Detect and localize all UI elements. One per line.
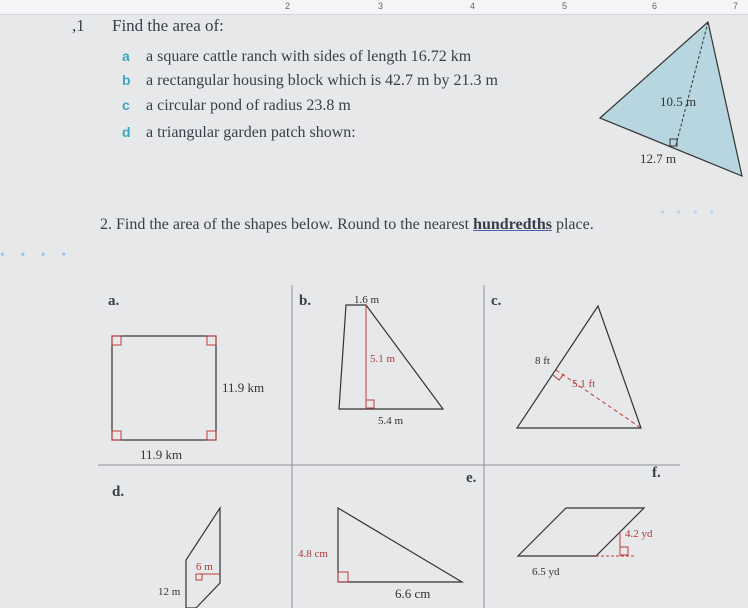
shape-a-label: a. bbox=[108, 293, 120, 309]
shape-c-triangle bbox=[517, 306, 641, 428]
shape-e-label: e. bbox=[466, 470, 477, 486]
shape-c-side: 8 ft bbox=[535, 355, 550, 367]
shape-d-base: 12 m bbox=[158, 586, 181, 598]
item-text: a rectangular housing block which is 42.7 m by 21.3 m bbox=[146, 72, 498, 89]
item-letter: b bbox=[122, 72, 131, 88]
question-2-text bbox=[100, 216, 594, 234]
shape-b-top: 1.6 m bbox=[354, 294, 380, 306]
question-1-title: Find the area of: bbox=[112, 16, 224, 35]
decorative-dots: • • • • bbox=[660, 206, 719, 221]
shape-a-side-bottom: 11.9 km bbox=[140, 447, 183, 462]
q1-triangle-height-label: 10.5 m bbox=[660, 94, 697, 109]
shape-f-label: f. bbox=[652, 465, 661, 481]
shape-b-bottom: 5.4 m bbox=[378, 415, 404, 427]
shape-b-height: 5.1 m bbox=[370, 353, 396, 365]
shape-d-label: d. bbox=[112, 484, 125, 500]
shape-f-height: 4.2 yd bbox=[625, 528, 653, 540]
q2-text-before: 2. Find the area of the shapes below. Round to the nearest bbox=[100, 216, 474, 233]
ruler-mark: 7 bbox=[733, 1, 739, 11]
ruler-mark: 6 bbox=[652, 1, 658, 11]
shape-e-triangle bbox=[338, 508, 462, 582]
ruler-mark: 4 bbox=[470, 1, 476, 11]
q2-emphasis: hundredths bbox=[473, 216, 552, 233]
shape-d-parallelogram bbox=[186, 508, 220, 608]
shape-c-label: c. bbox=[491, 293, 502, 309]
shape-f-base: 6.5 yd bbox=[532, 566, 560, 578]
ruler-mark: 3 bbox=[378, 1, 384, 11]
item-letter: a bbox=[122, 48, 130, 64]
shape-a-square bbox=[112, 336, 216, 440]
item-letter: c bbox=[122, 97, 130, 113]
item-text: a square cattle ranch with sides of length 16.72 km bbox=[146, 48, 472, 65]
shape-a-side-right: 11.9 km bbox=[222, 380, 265, 395]
shape-e-height: 4.8 cm bbox=[298, 548, 328, 560]
shape-b-label: b. bbox=[299, 293, 312, 309]
ruler-mark: 2 bbox=[285, 1, 291, 11]
shape-d-height: 6 m bbox=[196, 561, 213, 573]
item-letter: d bbox=[122, 124, 131, 140]
shape-e-base: 6.6 cm bbox=[395, 586, 431, 601]
item-text: a circular pond of radius 23.8 m bbox=[146, 97, 351, 114]
question-1-number: ,1 bbox=[72, 16, 85, 35]
shape-c-height: 5.1 ft bbox=[572, 378, 596, 390]
q1-triangle-base-label: 12.7 m bbox=[640, 151, 677, 166]
q2-text-after: place. bbox=[551, 216, 594, 233]
item-text: a triangular garden patch shown: bbox=[146, 124, 356, 141]
ruler-mark: 5 bbox=[562, 1, 568, 11]
decorative-dots: • • • • bbox=[0, 248, 73, 263]
